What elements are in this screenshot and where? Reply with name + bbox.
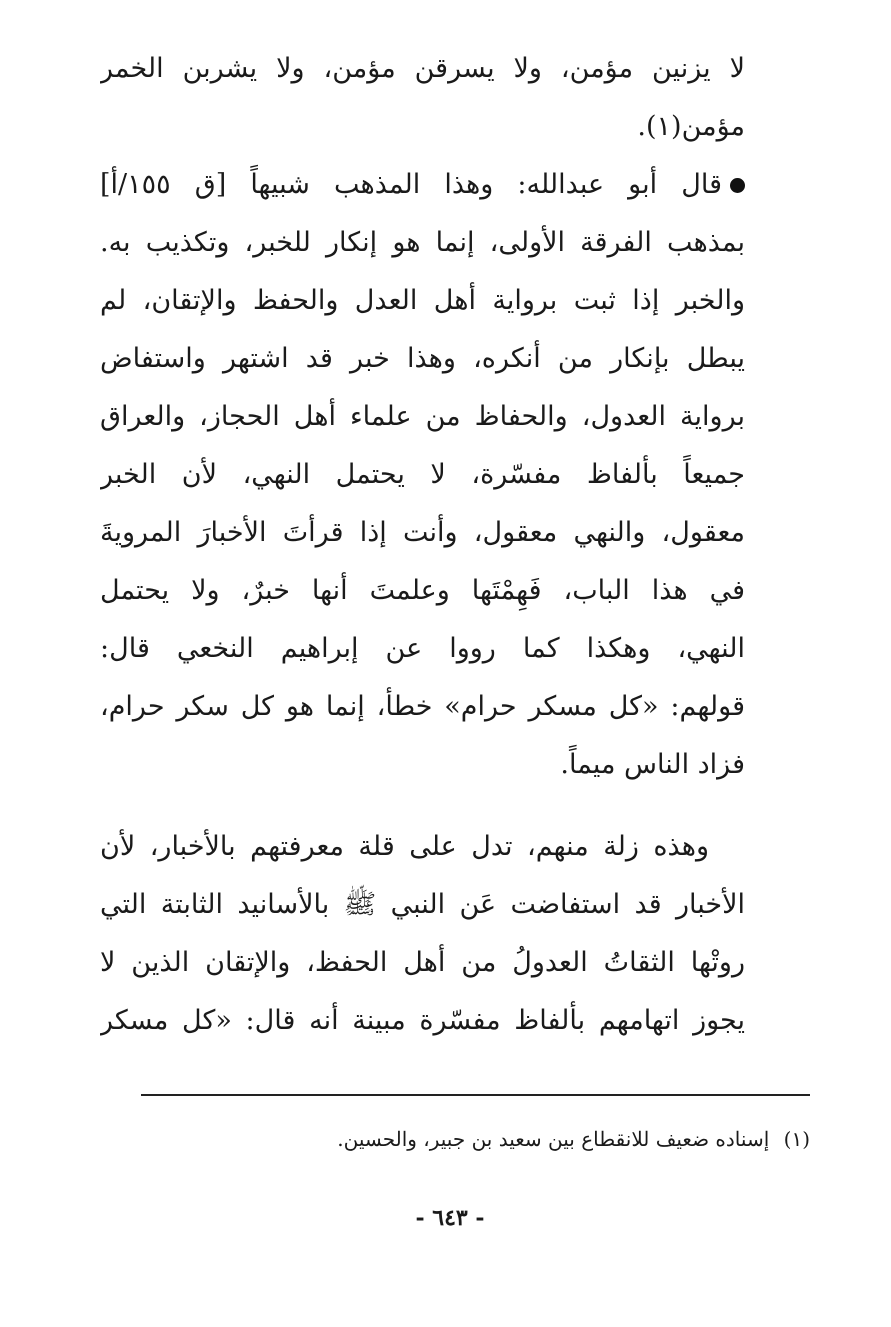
- text-line: وهذه زلة منهم، تدل على قلة معرفتهم بالأخبار، لأن: [100, 831, 709, 862]
- text-line: النهي، وهكذا كما رووا عن إبراهيم النخعي قال:: [100, 633, 745, 664]
- bullet-icon: [730, 178, 745, 193]
- footnote: [200, 1124, 810, 1154]
- text-line: يبطل بإنكار من أنكره، وهذا خبر قد اشتهر واستفاض: [100, 343, 745, 374]
- footnote-text: إسناده ضعيف للانقطاع بين سعيد بن جبير، والحسين.: [337, 1127, 770, 1151]
- paragraph-gap: [100, 794, 745, 818]
- paragraph-3: [100, 818, 745, 1050]
- footnote-divider: [141, 1094, 810, 1096]
- text-line: بمذهب الفرقة الأولى، إنما هو إنكار للخبر، وتكذيب به.: [100, 227, 745, 258]
- text-line: لا يزنين مؤمن، ولا يسرقن مؤمن، ولا يشربن الخمر: [100, 53, 745, 84]
- text-line: معقول، والنهي معقول، وأنت إذا قرأتَ الأخبارَ المرويةَ: [100, 517, 745, 548]
- paragraph-opening: قال أبو عبدالله: وهذا المذهب شبيهاً [ق ١٥٥/أ]: [100, 169, 722, 200]
- main-text: [100, 40, 745, 1050]
- text-line: في هذا الباب، فَهِمْتَها وعلمتَ أنها خبرٌ، ولا يحتمل: [100, 575, 745, 606]
- paragraph-1: [100, 40, 745, 156]
- footnote-number: (١): [783, 1127, 810, 1151]
- text-line: يجوز اتهامهم بألفاظ مفسّرة مبينة أنه قال: «كل مسكر: [100, 1005, 745, 1036]
- text-line: مؤمن(١).: [637, 111, 745, 142]
- text-line: [100, 156, 745, 214]
- text-line: والخبر إذا ثبت برواية أهل العدل والحفظ والإتقان، لم: [100, 285, 745, 316]
- text-line: الأخبار قد استفاضت عَن النبي ﷺ بالأسانيد الثابتة التي: [100, 889, 745, 920]
- text-line: روتْها الثقاتُ العدولُ من أهل الحفظ، والإتقان الذين لا: [100, 947, 745, 978]
- text-line: برواية العدول، والحفاظ من علماء أهل الحجاز، والعراق: [100, 401, 745, 432]
- text-line: قولهم: «كل مسكر حرام» خطأ، إنما هو كل سكر حرام،: [100, 691, 745, 722]
- page-number: - ٦٤٣ -: [415, 1205, 485, 1231]
- text-line: جميعاً بألفاظ مفسّرة، لا يحتمل النهي، لأن الخبر: [100, 459, 745, 490]
- text-line: فزاد الناس ميماً.: [560, 749, 745, 780]
- paragraph-2: [100, 156, 745, 794]
